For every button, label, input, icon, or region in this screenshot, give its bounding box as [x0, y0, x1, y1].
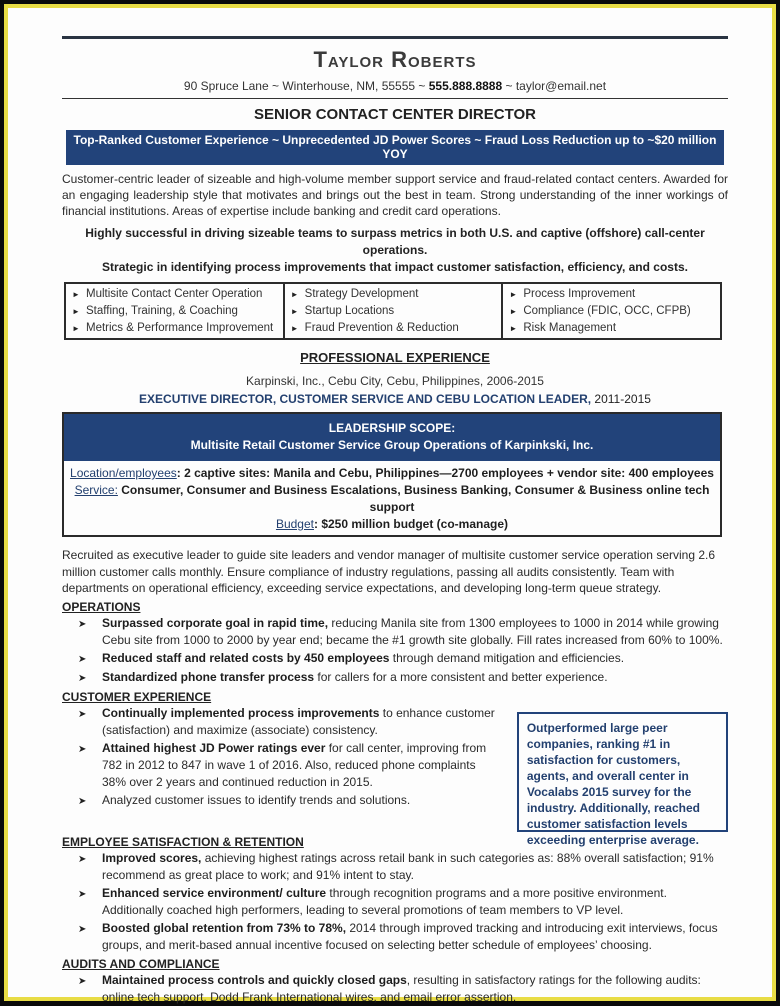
bullet-arrow-icon: ➤	[78, 743, 87, 755]
achievement-callout: Outperformed large peer companies, ranking #1 in satisfaction for customers, agents, and overall center in Vocalabs 2015 survey for the industry. Additionally, reached customer satisfaction levels exceeding enterprise average.	[517, 712, 728, 832]
audits-list	[78, 972, 728, 1006]
subhead-audits: AUDITS AND COMPLIANCE	[62, 956, 220, 971]
phone: 555.888.8888	[428, 79, 503, 93]
bullet-arrow-icon: ➤	[78, 653, 87, 665]
summary: Customer-centric leader of sizeable and high-volume member support service and fraud-related contact centers. Awarded for an engaging leadership style that motivates and brings out the best in team. Strong understanding of the inner workings of financial institutions. Areas of expertise include banking and credit card operations.	[62, 172, 728, 218]
bullet-triangle-icon: ►	[290, 324, 299, 333]
list-item: ➤ Reduced staff and related costs by 450 employees through demand mitigation and efficiencies.	[78, 650, 728, 668]
bullet-arrow-icon: ➤	[78, 888, 87, 900]
address: 90 Spruce Lane ~ Winterhouse, NM, 55555 ~	[183, 79, 429, 93]
skill-item: ► Metrics & Performance Improvement	[72, 320, 279, 337]
bullet-arrow-icon: ➤	[78, 975, 87, 987]
contact-line	[62, 79, 728, 93]
section-title-experience: PROFESSIONAL EXPERIENCE	[300, 350, 490, 365]
skills-column-2	[285, 284, 504, 338]
skill-item: ► Compliance (FDIC, OCC, CFPB)	[509, 303, 716, 320]
bullet-arrow-icon: ➤	[78, 618, 87, 630]
employee-satisfaction-list	[78, 850, 728, 954]
list-item: ➤ Boosted global retention from 73% to 78%, 2014 through improved tracking and introducing exit interviews, focus groups, and merit-based annual incentive focused on selecting better schedule of employees’ choosing.	[78, 920, 718, 952]
scope-header	[64, 414, 720, 461]
bullet-triangle-icon: ►	[72, 307, 80, 316]
leadership-scope-box	[62, 412, 722, 537]
header-divider	[62, 98, 728, 99]
skill-item: ► Startup Locations	[291, 303, 498, 320]
bullet-arrow-icon: ➤	[78, 795, 87, 807]
top-rule	[62, 36, 728, 39]
skills-column-3	[503, 284, 720, 338]
skill-item: ► Strategy Development	[291, 286, 498, 303]
list-item: ➤ Analyzed customer issues to identify trends and solutions.	[78, 792, 503, 810]
bullet-triangle-icon: ►	[72, 324, 80, 333]
operations-list	[78, 615, 728, 687]
skill-item: ► Process Improvement	[509, 286, 716, 303]
value-banner: Top-Ranked Customer Experience ~ Unprecedented JD Power Scores ~ Fraud Loss Reduction up to ~$20 million YOY	[66, 130, 724, 165]
bullet-arrow-icon: ➤	[78, 672, 87, 684]
subhead-employee-satisfaction: EMPLOYEE SATISFACTION & RETENTION	[62, 834, 304, 849]
email: ~ taylor@email.net	[502, 79, 607, 93]
bullet-triangle-icon: ►	[509, 324, 518, 333]
skill-item: ► Staffing, Training, & Coaching	[72, 303, 279, 320]
job-title: SENIOR CONTACT CENTER DIRECTOR	[254, 106, 536, 123]
document-frame	[4, 4, 776, 1004]
scope-body	[64, 461, 720, 535]
list-item: ➤ Improved scores, achieving highest ratings across retail bank in such categories as: 88% overall satisfaction; 91% recommend as great place to work; and 91% intent to stay.	[78, 850, 714, 882]
customer-experience-list	[78, 704, 503, 832]
list-item: ➤ Surpassed corporate goal in rapid time, reducing Manila site from 1300 employees to 1000 in 2014 while growing Cebu site from 1000 to 2000 by year end; became the #1 growth site globally. Fill rates increased from 60% to 100%.	[78, 615, 723, 647]
skills-grid	[64, 282, 722, 340]
bullet-triangle-icon: ►	[72, 290, 80, 299]
role-line: EXECUTIVE DIRECTOR, CUSTOMER SERVICE AND CEBU LOCATION LEADER, 2011-2015	[139, 392, 651, 406]
highlight-line-2: Strategic in identifying process improvements that impact customer satisfaction, efficiency, and costs.	[102, 260, 688, 274]
list-item: ➤ Attained highest JD Power ratings ever for call center, improving from 782 in 2012 to 847 in wave 1 of 2016. Also, reduced phone complaints 38% over 2 years and continued reduction in 2015.	[78, 740, 487, 789]
company-line: Karpinski, Inc., Cebu City, Cebu, Philippines, 2006-2015	[246, 374, 544, 388]
bullet-triangle-icon: ►	[509, 290, 518, 299]
bullet-arrow-icon: ➤	[78, 708, 87, 720]
list-item: ➤ Continually implemented process improvements to enhance customer (satisfaction) and maximize (associate) consistency.	[78, 705, 495, 737]
subhead-operations: OPERATIONS	[62, 599, 141, 614]
scope-subtitle: Multisite Retail Customer Service Group Operations of Karpinkski, Inc.	[190, 438, 594, 452]
bullet-triangle-icon: ►	[509, 307, 518, 316]
bullet-arrow-icon: ➤	[78, 923, 87, 935]
list-item: ➤ Maintained process controls and quickly closed gaps, resulting in satisfactory ratings for the following audits: online tech support, Dodd Frank International wires, and email error assertion.	[78, 972, 701, 1004]
bullet-arrow-icon: ➤	[78, 853, 87, 865]
list-item: ➤ Enhanced service environment/ culture through recognition programs and a more positive environment. Additionally coached high performers, leading to several promotions of team members to VP level.	[78, 885, 667, 917]
scope-title: LEADERSHIP SCOPE:	[328, 421, 456, 435]
bullet-triangle-icon: ►	[290, 307, 299, 316]
highlight-line-1: Highly successful in driving sizeable teams to surpass metrics in both U.S. and captive (offshore) call-center operations.	[85, 226, 705, 257]
skill-item: ► Fraud Prevention & Reduction	[291, 320, 498, 337]
skill-item: ► Risk Management	[509, 320, 716, 337]
resume-page	[62, 36, 728, 1006]
skill-item: ► Multisite Contact Center Operation	[72, 286, 279, 303]
bullet-triangle-icon: ►	[290, 290, 299, 299]
candidate-name: Taylor Roberts	[313, 47, 477, 72]
list-item: ➤ Standardized phone transfer process for callers for a more consistent and better experience.	[78, 669, 728, 687]
scope-service: Service: Consumer, Consumer and Business Escalations, Business Banking, Consumer & Business online tech support	[74, 483, 710, 514]
role-intro: Recruited as executive leader to guide site leaders and vendor manager of multisite customer service operation serving 2.6 million customer calls monthly. Ensure compliance of industry regulations, passing all audits consistently. Team with departments on operational efficiency, exceeding service expectations, and developing long-term queue strategy.	[62, 548, 716, 595]
highlight-statement	[62, 225, 728, 276]
scope-location: Location/employees: 2 captive sites: Manila and Cebu, Philippines—2700 employees + vendor site: 400 employees	[70, 466, 714, 480]
skills-column-1	[66, 284, 285, 338]
subhead-customer-experience: CUSTOMER EXPERIENCE	[62, 689, 212, 704]
scope-budget: Budget: $250 million budget (co-manage)	[275, 517, 509, 531]
